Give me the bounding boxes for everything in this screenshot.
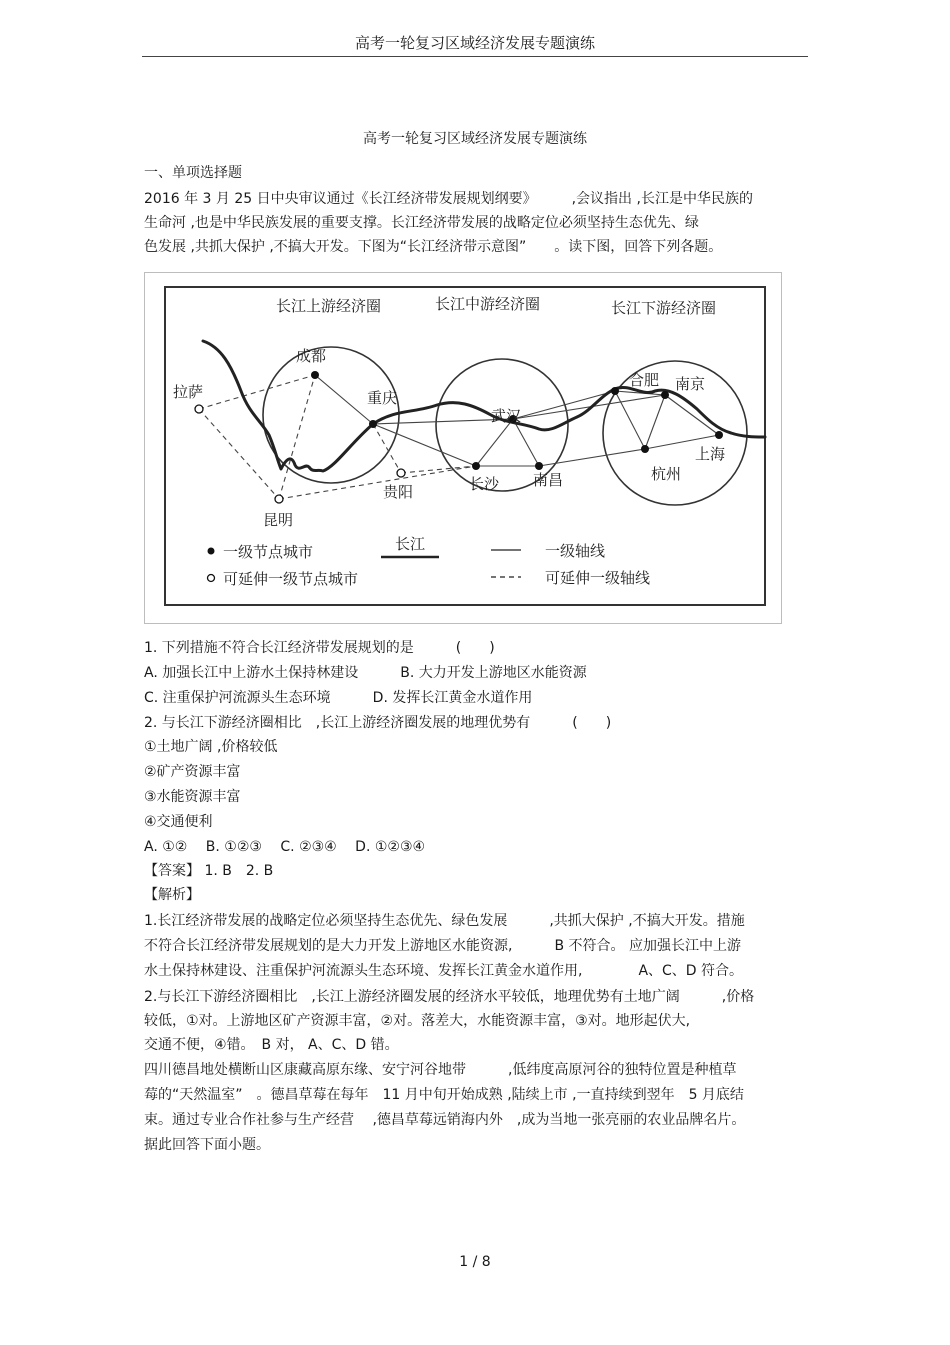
analysis-line-6: 交通不便，④错。 B 对， A、C、D 错。 — [144, 1037, 399, 1053]
city-label-hefei: 合肥 — [629, 371, 660, 389]
section-heading: 一、单项选择题 — [144, 165, 242, 181]
passage-line-2: 莓的“天然温室” 。德昌草莓在每年 11 月中旬开始成熟 ,陆续上市 ,一直持续到翌年 5 月底结 — [144, 1087, 744, 1103]
question-2-item-4: ④交通便利 — [144, 814, 213, 830]
page-header: 高考一轮复习区域经济发展专题演练 — [142, 32, 808, 57]
city-marker-kunming — [275, 495, 283, 503]
city-label-chengdu: 成都 — [296, 347, 327, 365]
analysis-line-3: 水土保持林建设、注重保护河流源头生态环境、发挥长江黄金水道作用, A、C、D 符合。 — [144, 963, 744, 979]
midstream-circle-label: 长江中游经济圈 — [435, 295, 541, 313]
city-marker-hefei — [611, 387, 619, 395]
passage-line-4: 据此回答下面小题。 — [144, 1137, 270, 1153]
city-label-chongqing: 重庆 — [367, 389, 398, 407]
city-label-shanghai: 上海 — [695, 445, 726, 463]
city-marker-chengdu — [311, 371, 319, 379]
legend-city1: 一级节点城市 — [223, 543, 314, 561]
legend-river-label: 长江 — [395, 535, 426, 553]
city-marker-hangzhou — [641, 445, 649, 453]
legend-axis-ext: 可延伸一级轴线 — [545, 569, 651, 587]
legend-solid-dot — [208, 548, 215, 555]
question-2-stem: 2. 与长江下游经济圈相比 ,长江上游经济圈发展的地理优势有 ( ) — [144, 715, 612, 731]
city-label-changsha: 长沙 — [469, 475, 500, 493]
city-marker-changsha — [472, 462, 480, 470]
analysis-line-1: 1.长江经济带发展的战略定位必须坚持生态优先、绿色发展 ,共抓大保护 ,不搞大开发。措施 — [144, 913, 745, 929]
city-marker-nanjing — [661, 391, 669, 399]
passage-line-3: 束。通过专业合作社参与生产经营 ,德昌草莓远销海内外 ,成为当地一张亮丽的农业品牌名片。 — [144, 1112, 746, 1128]
city-label-nanjing: 南京 — [675, 375, 706, 393]
question-1-options-ab: A. 加强长江中上游水土保持林建设 B. 大力开发上游地区水能资源 — [144, 665, 587, 681]
question-2-item-2: ②矿产资源丰富 — [144, 764, 241, 780]
downstream-circle-label: 长江下游经济圈 — [611, 299, 717, 317]
analysis-line-5: 较低，①对。上游地区矿产资源丰富，②对。落差大，水能资源丰富，③对。地形起伏大, — [144, 1013, 691, 1029]
extendable-node-cities — [195, 405, 405, 503]
city-marker-shanghai — [715, 431, 723, 439]
city-marker-lasa — [195, 405, 203, 413]
question-2-options: A. ①② B. ①②③ C. ②③④ D. ①②③④ — [144, 839, 426, 855]
city-marker-guiyang — [397, 469, 405, 477]
legend-hollow-dot — [208, 575, 215, 582]
document-title: 高考一轮复习区域经济发展专题演练 — [363, 131, 587, 147]
city-label-wuhan: 武汉 — [491, 407, 522, 425]
legend-axis1: 一级轴线 — [545, 542, 606, 560]
legend-city-ext: 可延伸一级节点城市 — [223, 570, 359, 588]
city-marker-chongqing — [369, 420, 377, 428]
city-label-hangzhou: 杭州 — [651, 465, 682, 483]
question-1-options-cd: C. 注重保护河流源头生态环境 D. 发挥长江黄金水道作用 — [144, 690, 533, 706]
analysis-line-2: 不符合长江经济带发展规划的是大力开发上游地区水能资源, B 不符合。 应加强长江中上游 — [144, 938, 741, 954]
question-2-item-3: ③水能资源丰富 — [144, 789, 241, 805]
city-label-guiyang: 贵阳 — [383, 483, 414, 501]
city-label-nanchang: 南昌 — [533, 471, 564, 489]
question-2-item-1: ①土地广阔 ,价格较低 — [144, 739, 278, 755]
map-legend — [208, 535, 651, 588]
yangtze-economic-belt-map — [144, 272, 782, 624]
analysis-heading: 【解析】 — [144, 887, 200, 903]
intro-line-1: 2016 年 3 月 25 日中央审议通过《长江经济带发展规划纲要》 ,会议指出 ,长江是中华民族的 — [144, 191, 753, 207]
page-number: 1 / 8 — [459, 1254, 491, 1270]
intro-line-3: 色发展 ,共抓大保护 ,不搞大开发。下图为“长江经济带示意图” 。读下图，回答下列各题。 — [144, 239, 723, 255]
analysis-line-4: 2.与长江下游经济圈相比 ,长江上游经济圈发展的经济水平较低，地理优势有土地广阔 ,价格 — [144, 989, 755, 1005]
answer-line: 【答案】 1. B 2. B — [144, 863, 274, 879]
passage-line-1: 四川德昌地处横断山区康藏高原东缘、安宁河谷地带 ,低纬度高原河谷的独特位置是种植草 — [144, 1062, 737, 1078]
city-marker-nanchang — [535, 462, 543, 470]
intro-line-2: 生命河 ,也是中华民族发展的重要支撑。长江经济带发展的战略定位必须坚持生态优先、绿 — [144, 215, 699, 231]
upstream-circle-label: 长江上游经济圈 — [276, 297, 382, 315]
city-label-lasa: 拉萨 — [173, 383, 204, 401]
question-1-stem: 1. 下列措施不符合长江经济带发展规划的是 ( ) — [144, 640, 495, 656]
city-label-kunming: 昆明 — [263, 511, 294, 529]
